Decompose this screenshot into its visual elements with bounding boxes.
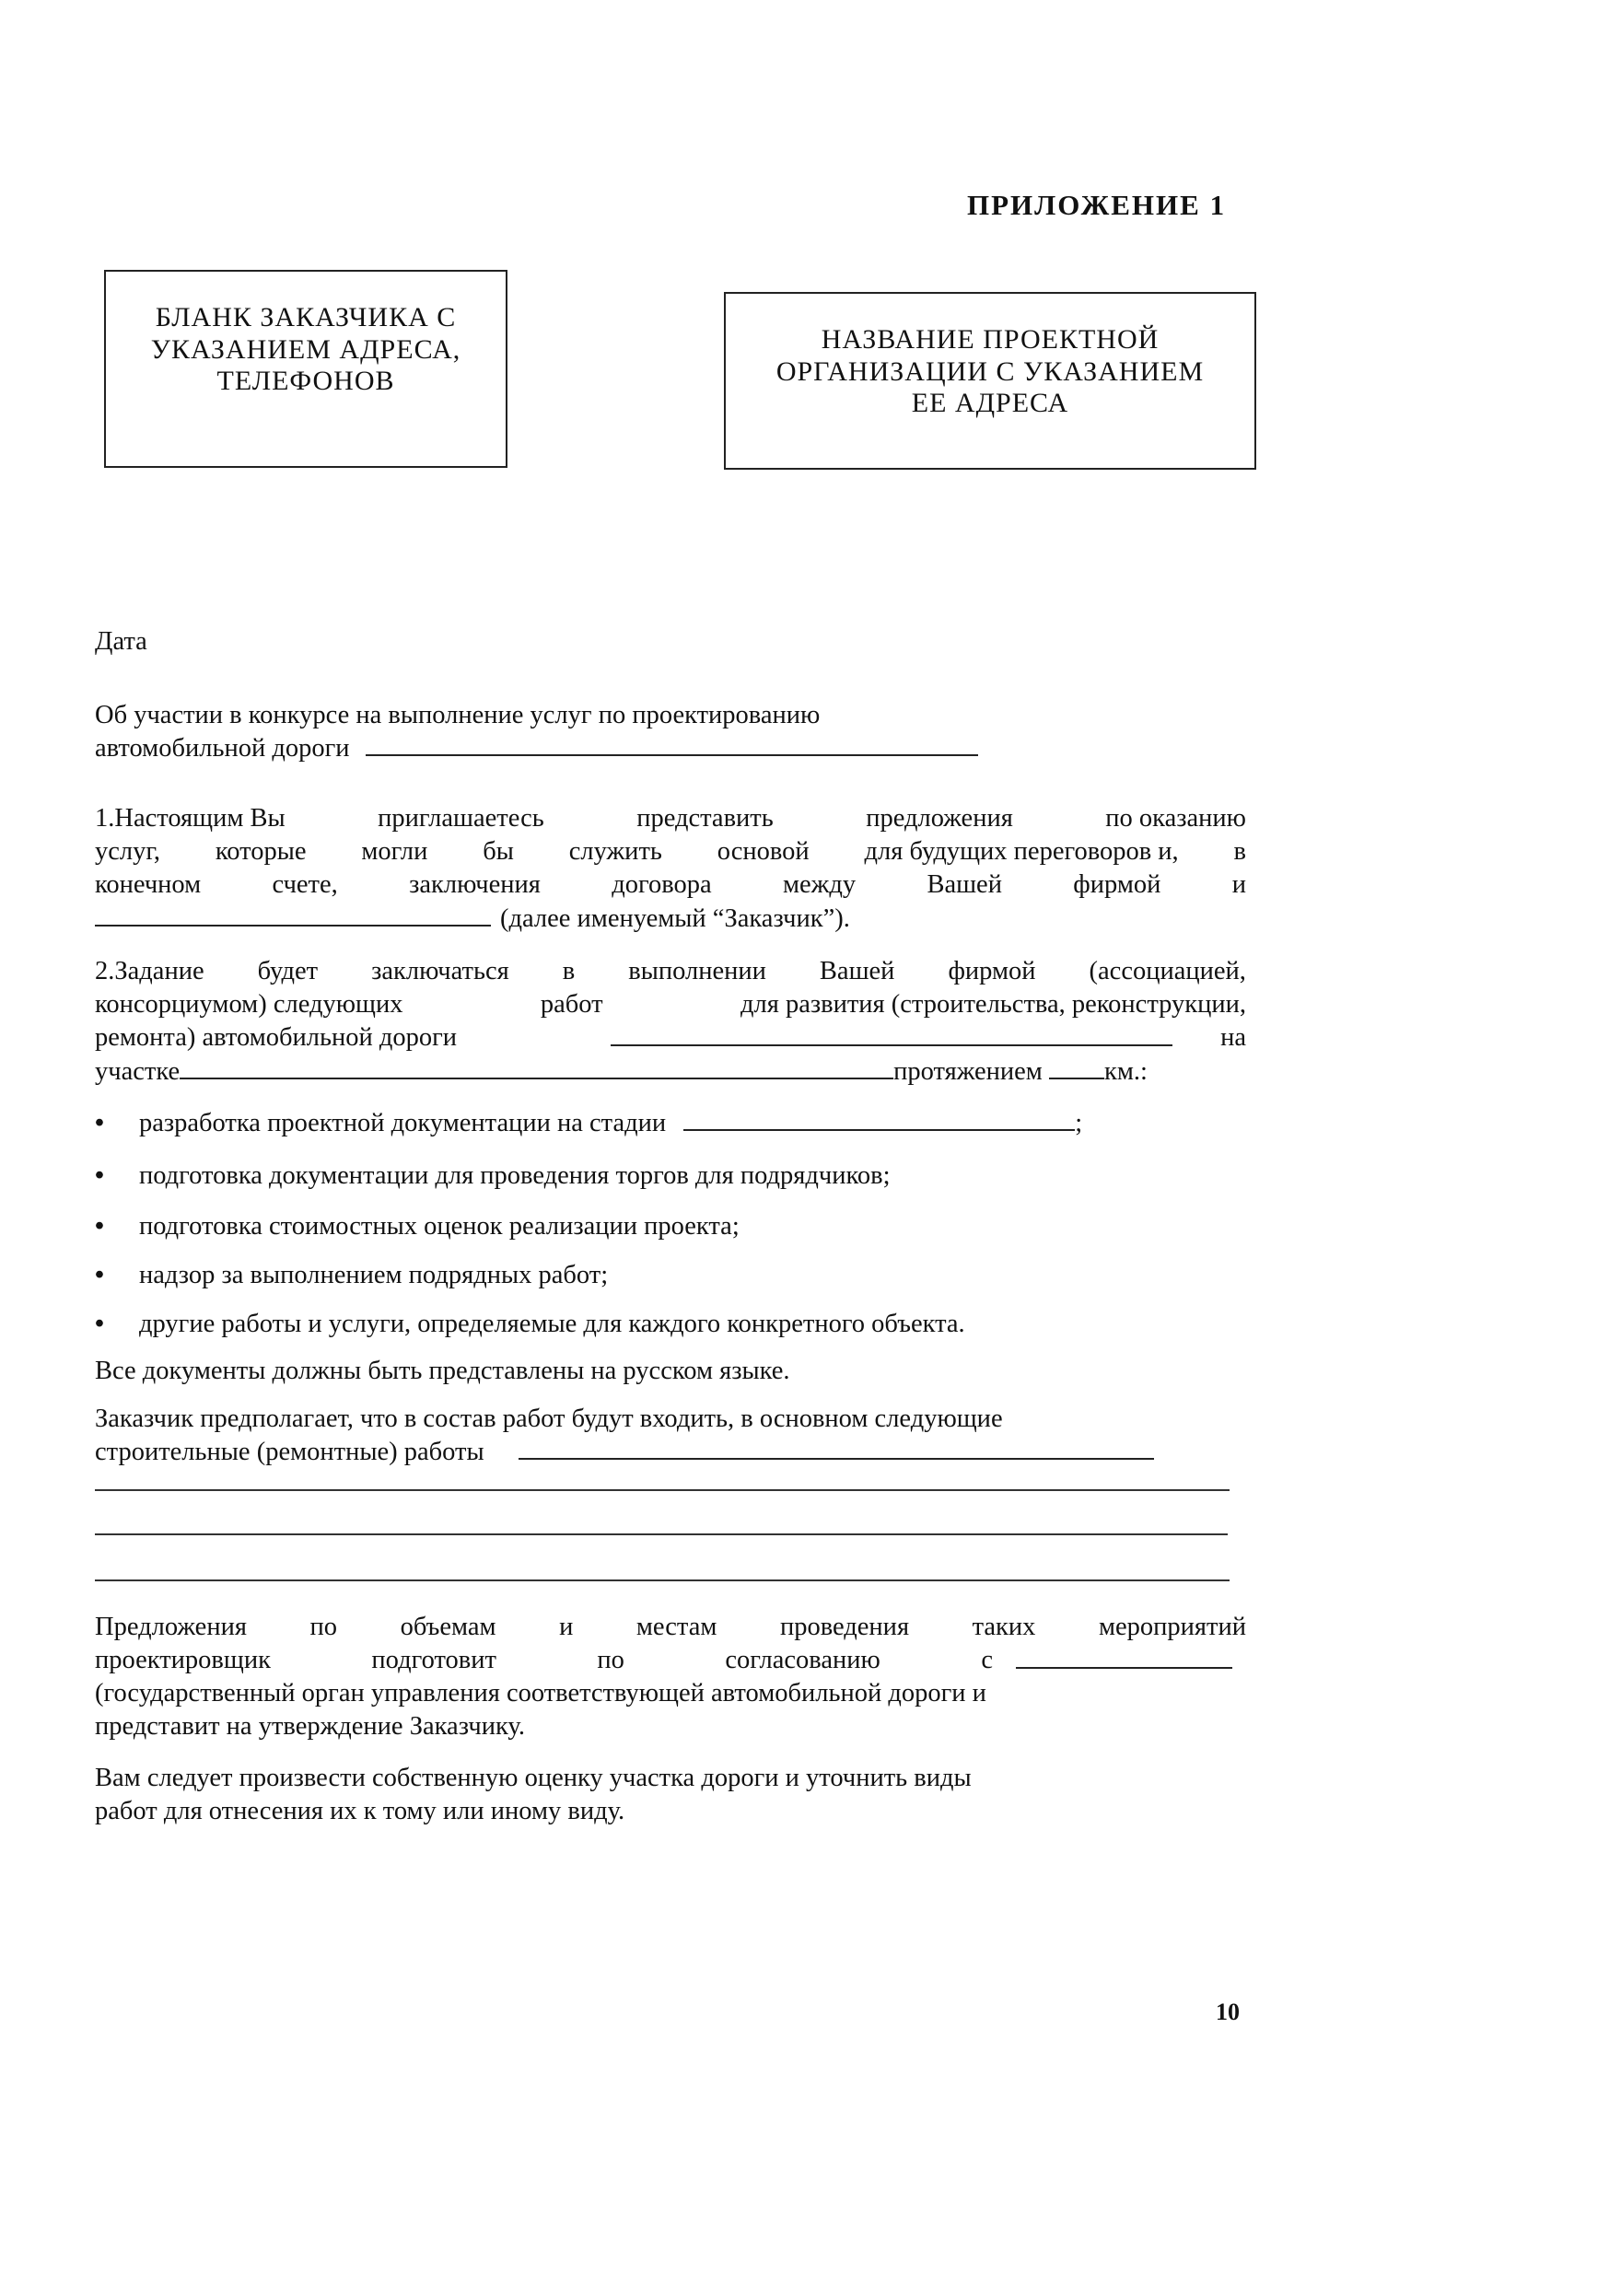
word: в [562, 957, 576, 985]
works-blank-line[interactable] [95, 1489, 1230, 1491]
list-item [95, 1159, 1246, 1194]
bullet-icon: • [95, 1261, 104, 1289]
para2-line-3-right: на [1220, 1023, 1246, 1052]
word: таких [972, 1613, 1036, 1641]
word: с [981, 1646, 993, 1674]
word: приглашаетесь [378, 804, 544, 833]
org-box-line: ОРГАНИЗАЦИИ С УКАЗАНИЕМ [775, 355, 1205, 387]
list-item-text: разработка проектной документации на стадии [139, 1109, 667, 1137]
word: 2.Задание [95, 957, 204, 985]
works-blank[interactable] [519, 1434, 1154, 1460]
word: в [1233, 837, 1246, 866]
para2-line-3-left: ремонта) автомобильной дороги [95, 1023, 458, 1052]
list-item-text: подготовка стоимостных оценок реализации проекта; [139, 1212, 740, 1241]
bullet-icon: • [95, 1161, 104, 1190]
assessment-line-1: Вам следует произвести собственную оценку участка дороги и уточнить виды [95, 1764, 972, 1792]
word: могли [361, 837, 428, 866]
word: заключаться [371, 957, 509, 985]
customer-alias-text: (далее именуемый “Заказчик”). [500, 904, 850, 933]
para1-line-2 [95, 834, 1246, 869]
word: представить [636, 804, 774, 833]
word: проектировщик [95, 1646, 271, 1674]
works-line-1: Заказчик предполагает, что в состав работ будут входить, в основном следующие [95, 1404, 1003, 1433]
word: консорциумом) следующих [95, 990, 403, 1019]
para2-line-1 [95, 954, 1246, 989]
bullet-icon: • [95, 1109, 104, 1137]
customer-letterhead-box [104, 270, 507, 468]
road-blank[interactable] [611, 1020, 1172, 1046]
stage-blank[interactable] [683, 1105, 1075, 1131]
word: и [559, 1613, 574, 1641]
word: согласованию [725, 1646, 880, 1674]
word: для развития (строительства, реконструкции, [740, 990, 1246, 1019]
word: фирмой [948, 957, 1036, 985]
org-box-line: ЕЕ АДРЕСА [911, 388, 1069, 418]
word: проведения [779, 1613, 910, 1641]
authority-blank[interactable] [1016, 1643, 1232, 1669]
customer-box-line: БЛАНК ЗАКАЗЧИКА С [155, 302, 457, 332]
proposals-line-1 [95, 1610, 1246, 1645]
word: между [782, 870, 857, 899]
word: подготовит [371, 1646, 496, 1674]
assessment-line-2: работ для отнесения их к тому или иному виду. [95, 1797, 625, 1825]
word: счете, [272, 870, 338, 899]
word: по [597, 1646, 624, 1674]
word: и [1231, 870, 1246, 899]
proposals-line-2 [95, 1643, 1246, 1678]
para1-line-3 [95, 868, 1246, 903]
list-item-text: надзор за выполнением подрядных работ; [139, 1261, 609, 1289]
word: работ [540, 990, 603, 1019]
para2-line-2 [95, 987, 1246, 1022]
bullet-icon: • [95, 1310, 104, 1338]
list-item [95, 1307, 1246, 1342]
para2-line-3 [95, 1020, 1246, 1055]
works-blank-line[interactable] [95, 1579, 1230, 1581]
word: основой [717, 837, 810, 866]
para1-line-1 [95, 801, 1246, 836]
word: (ассоциацией, [1089, 957, 1246, 985]
word: по оказанию [1105, 804, 1246, 833]
bullet-icon: • [95, 1212, 104, 1241]
appendix-title: ПРИЛОЖЕНИЕ 1 [967, 189, 1227, 221]
word: служить [568, 837, 662, 866]
word: заключения [409, 870, 541, 899]
list-item-text: другие работы и услуги, определяемые для каждого конкретного объекта. [139, 1310, 965, 1338]
page-number: 10 [1216, 1999, 1240, 2025]
length-label: протяжением [893, 1057, 1043, 1086]
word: по [309, 1613, 338, 1641]
date-label: Дата [95, 627, 147, 656]
list-item [95, 1258, 1246, 1293]
word: местам [635, 1613, 717, 1641]
length-blank[interactable] [1049, 1054, 1104, 1079]
km-label: км.: [1103, 1057, 1148, 1086]
works-blank-line[interactable] [95, 1533, 1228, 1535]
section-blank[interactable] [180, 1054, 893, 1079]
road-name-blank[interactable] [366, 730, 978, 756]
customer-box-line: УКАЗАНИЕМ АДРЕСА, [150, 333, 461, 365]
subject-line-2-text: автомобильной дороги [95, 734, 350, 763]
section-label: участке [95, 1057, 181, 1086]
word: фирмой [1073, 870, 1161, 899]
proposals-line-4: представит на утверждение Заказчику. [95, 1712, 525, 1741]
language-requirement: Все документы должны быть представлены на русском языке. [95, 1357, 790, 1385]
word: объемам [400, 1613, 496, 1641]
word: договора [612, 870, 712, 899]
design-org-box [724, 292, 1256, 470]
para2-line-4 [95, 1054, 1246, 1090]
word: для будущих переговоров и, [864, 837, 1179, 866]
word: предложения [866, 804, 1013, 833]
subject-line-2 [95, 730, 1246, 766]
word: которые [215, 837, 307, 866]
subject-line-1: Об участии в конкурсе на выполнение услуг по проектированию [95, 701, 821, 729]
org-box-line: НАЗВАНИЕ ПРОЕКТНОЙ [821, 324, 1160, 355]
customer-name-blank[interactable] [95, 901, 491, 927]
list-item [95, 1209, 1246, 1244]
word: бы [483, 837, 514, 866]
word: услуг, [95, 837, 160, 866]
word: будет [257, 957, 319, 985]
word: конечном [95, 870, 202, 899]
word: мероприятий [1098, 1613, 1246, 1641]
word: Вашей [927, 870, 1002, 899]
works-line-2 [95, 1434, 1246, 1470]
proposals-line-3: (государственный орган управления соответствующей автомобильной дороги и [95, 1679, 986, 1707]
word: Предложения [95, 1613, 247, 1641]
list-item [95, 1105, 1246, 1141]
list-item-text: подготовка документации для проведения торгов для подрядчиков; [139, 1161, 891, 1190]
customer-box-line: ТЕЛЕФОНОВ [216, 366, 395, 396]
works-line-2-text: строительные (ремонтные) работы [95, 1438, 484, 1466]
word: выполнении [628, 957, 766, 985]
word: 1.Настоящим Вы [95, 804, 286, 833]
list-item-tail: ; [1075, 1109, 1083, 1137]
word: Вашей [819, 957, 895, 985]
para1-line-4 [95, 901, 1246, 937]
